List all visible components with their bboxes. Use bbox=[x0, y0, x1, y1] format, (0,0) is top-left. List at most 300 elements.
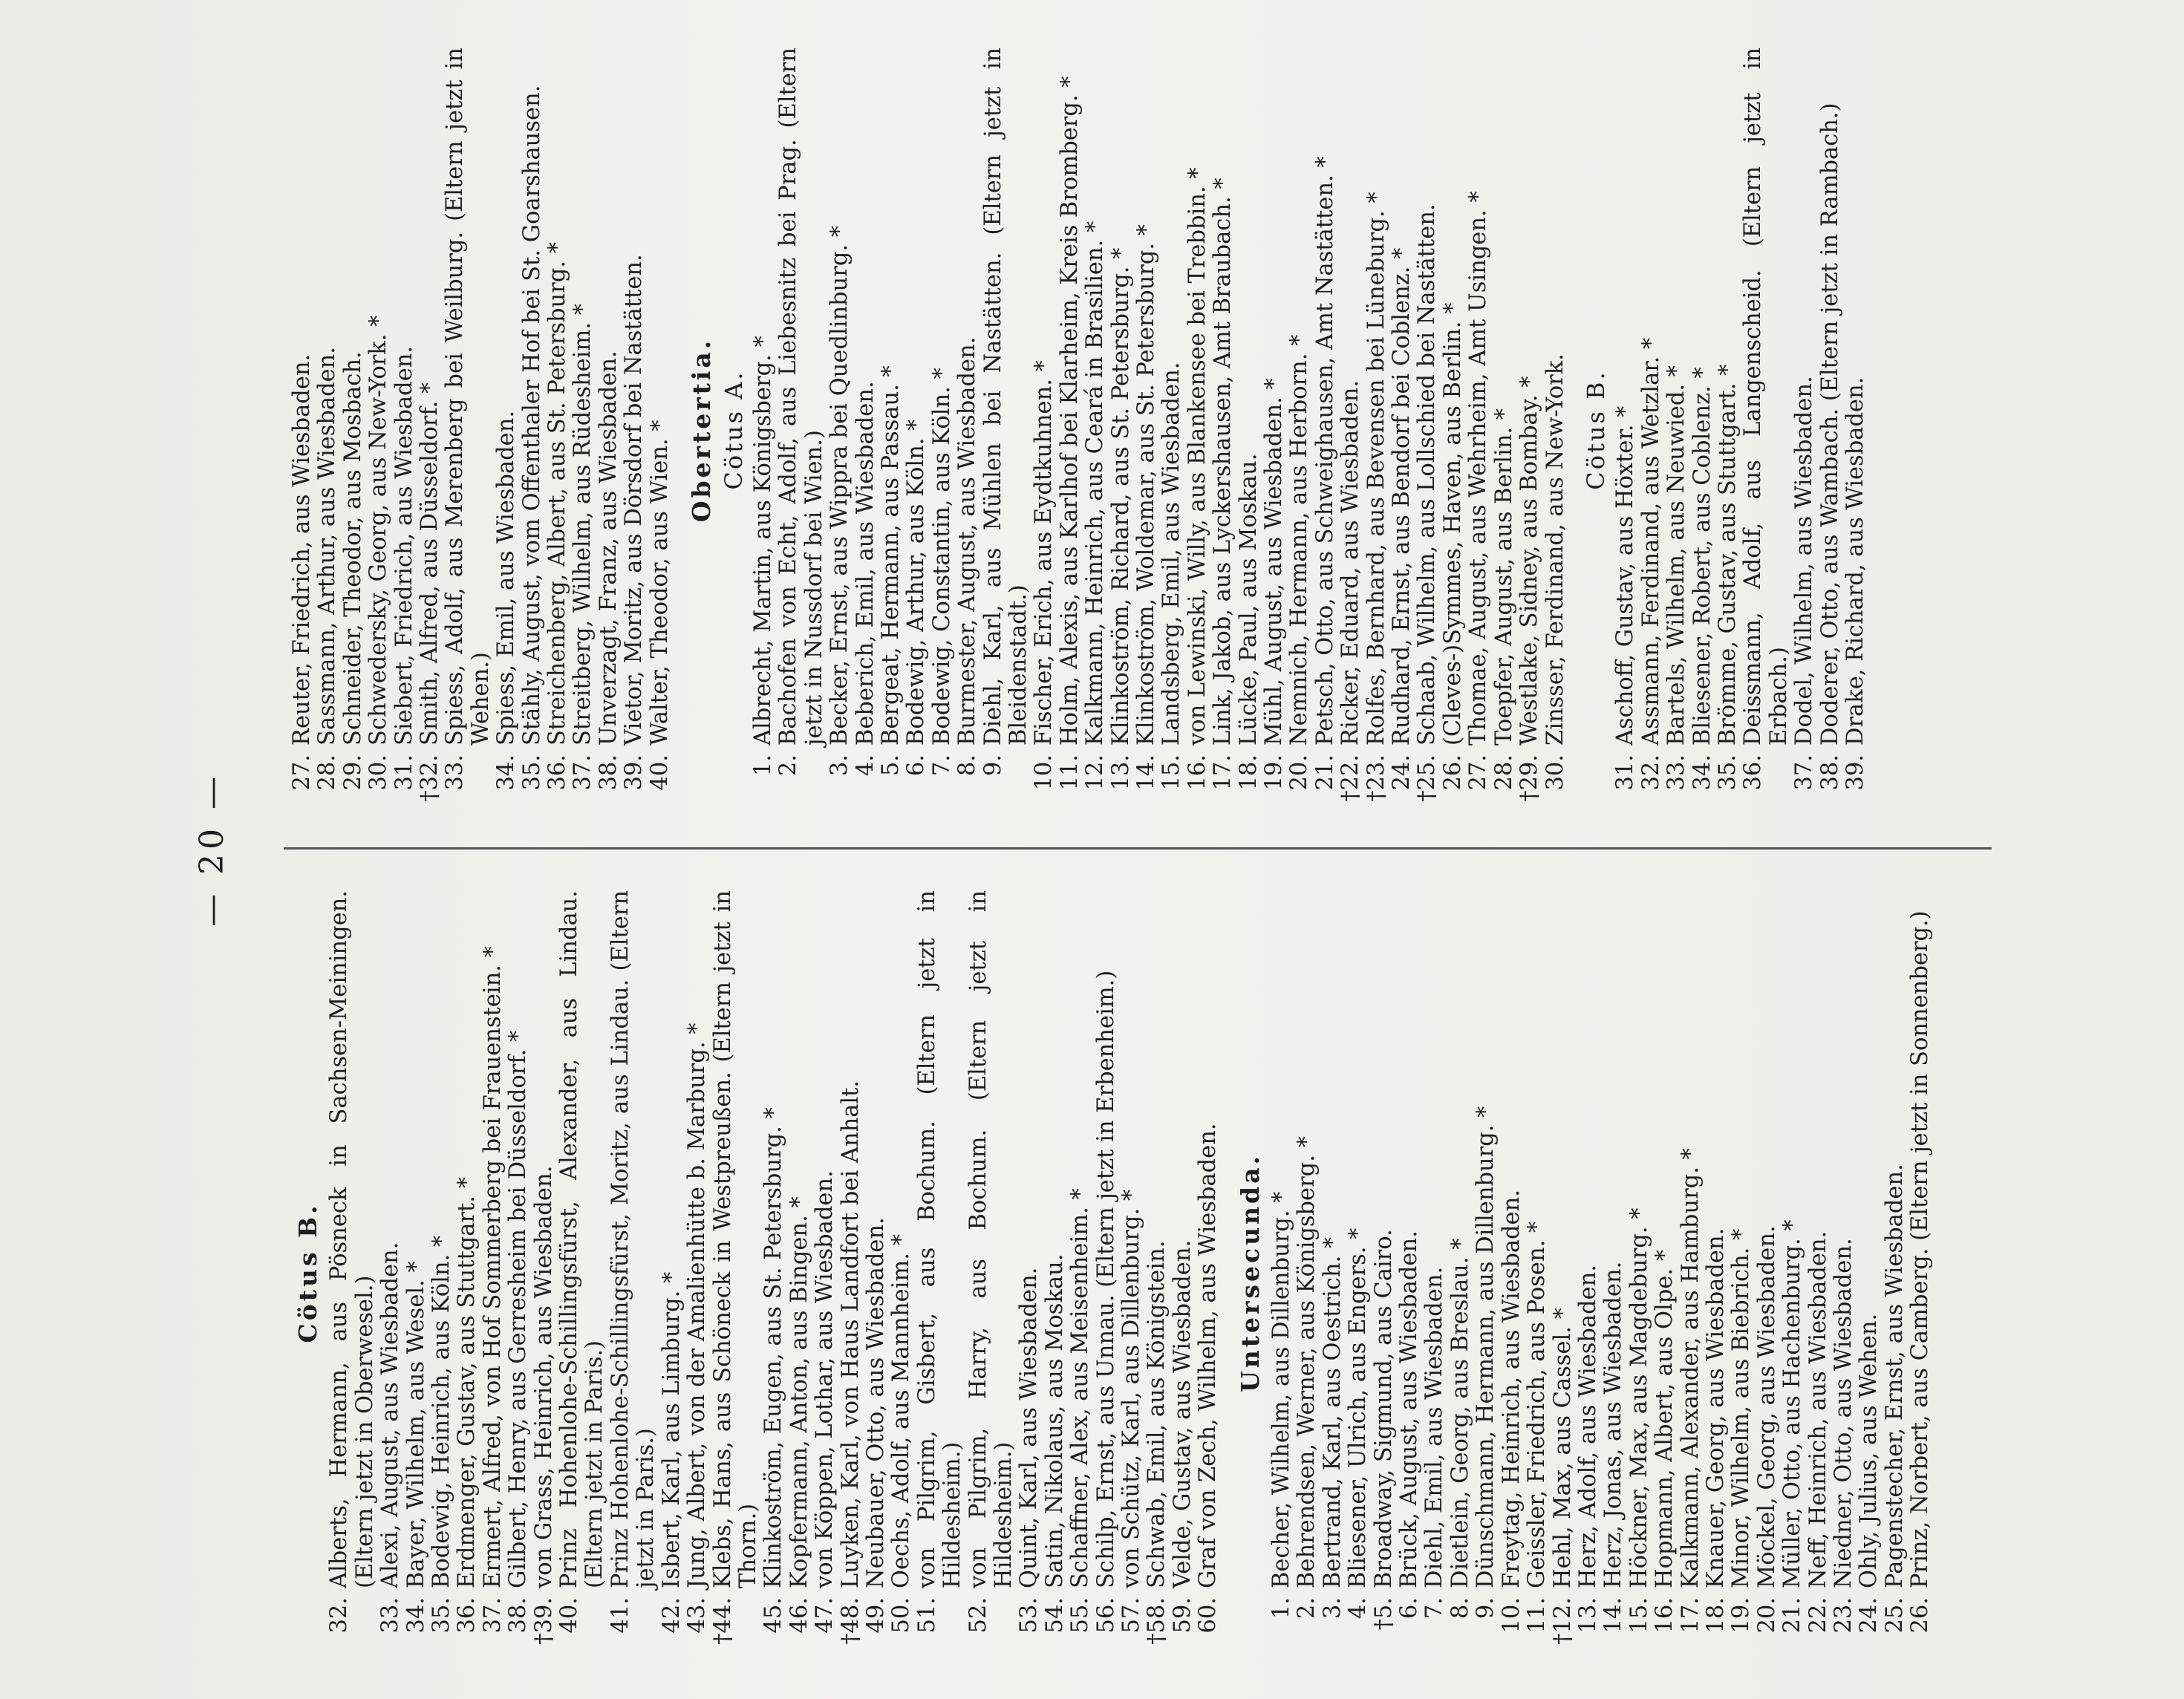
student-entry bbox=[1415, 48, 1440, 812]
student-entry bbox=[378, 890, 403, 1655]
entry-number: 3. bbox=[827, 754, 853, 777]
entry-number: 17. bbox=[1677, 1597, 1704, 1634]
entry-text: (Cleves-)Symmes, Haven, aus Berlin. * bbox=[1439, 302, 1466, 746]
entry-text: Deissmann, Adolf, aus Langenscheid. (Eltern jetzt in Erbach.) bbox=[1740, 48, 1792, 746]
entry-text: von Lewinski, Willy, aus Blankensee bei Trebbin. * bbox=[1184, 167, 1210, 746]
student-entry bbox=[1664, 48, 1689, 812]
entry-number: 24. bbox=[1856, 1597, 1883, 1634]
student-entry bbox=[1057, 48, 1083, 812]
section-gap bbox=[1222, 890, 1232, 1655]
entry-number: 38. bbox=[1816, 754, 1843, 791]
entry-number: 6. bbox=[1396, 1597, 1423, 1620]
entry-number: 15. bbox=[1158, 754, 1185, 791]
entry-text: Schilp, Ernst, aus Unnau. (Eltern jetzt in Erbenheim.) bbox=[1092, 970, 1119, 1588]
student-entry bbox=[366, 48, 391, 812]
entry-text: Drake, Richard, aus Wiesbaden. bbox=[1842, 376, 1868, 746]
student-entry bbox=[904, 48, 929, 812]
student-entry bbox=[1831, 890, 1857, 1655]
entry-text: Assmann, Ferdinand, aus Wetzlar. * bbox=[1637, 337, 1664, 746]
student-entry bbox=[1397, 890, 1422, 1655]
student-entry bbox=[981, 48, 1032, 812]
student-entry bbox=[1262, 48, 1287, 812]
entry-number: 32. bbox=[1637, 754, 1664, 791]
entry-text: Graf von Zech, Wilhelm, aus Wiesbaden. bbox=[1195, 1123, 1222, 1588]
entry-text: Spiess, Adolf, aus Merenberg bei Weilburg. (Eltern jetzt in Wehen.) bbox=[442, 48, 494, 746]
student-entry bbox=[480, 890, 506, 1655]
entry-number: 31. bbox=[391, 754, 417, 791]
student-entry bbox=[1269, 890, 1294, 1655]
student-entry bbox=[930, 48, 955, 812]
entry-text: Lücke, Paul, aus Moskau. bbox=[1235, 453, 1262, 746]
entry-text: Neubauer, Otto, aus Wiesbaden. bbox=[862, 1217, 889, 1588]
entry-text: Burmester, August, aus Wiesbaden. bbox=[954, 336, 981, 746]
entry-text: Velde, Gustav, aus Wiesbaden. bbox=[1169, 1239, 1196, 1588]
entry-number: †5. bbox=[1370, 1597, 1397, 1631]
entry-text: Kalkmann, Alexander, aus Hamburg. * bbox=[1677, 1148, 1704, 1588]
entry-number: 4. bbox=[852, 754, 879, 777]
entry-number: 55. bbox=[1067, 1597, 1094, 1634]
entry-text: Walter, Theodor, aus Wien. * bbox=[646, 420, 673, 746]
student-entry bbox=[1068, 890, 1093, 1655]
student-entry bbox=[1210, 48, 1236, 812]
entry-text: Link, Jakob, aus Lyckershausen, Amt Braubach. * bbox=[1210, 177, 1236, 746]
student-entry bbox=[520, 48, 545, 812]
student-entry bbox=[787, 890, 812, 1655]
student-entry bbox=[1448, 890, 1473, 1655]
entry-number: 35. bbox=[518, 754, 545, 791]
student-entry bbox=[1389, 48, 1415, 812]
entry-text: Prinz Hohenlohe-Schillingsfürst, Alexander, aus Lindau. (Eltern jetzt in Paris.) bbox=[556, 890, 608, 1588]
entry-number: 8. bbox=[1447, 1597, 1473, 1620]
entry-text: Dodel, Wilhelm, aus Wiesbaden. bbox=[1791, 376, 1818, 746]
student-entry bbox=[838, 890, 864, 1655]
entry-text: Klebs, Hans, aus Schöneck in Westpreußen. (Eltern jetzt in Thorn.) bbox=[709, 890, 761, 1588]
entry-text: Nemnich, Hermann, aus Herborn. * bbox=[1286, 334, 1313, 746]
student-entry bbox=[1422, 890, 1447, 1655]
entry-text: Streichenberg, Albert, aus St. Petersburg. * bbox=[544, 242, 571, 746]
entry-number: 37. bbox=[479, 1597, 506, 1634]
student-entry bbox=[1320, 890, 1346, 1655]
entry-number: 39. bbox=[621, 754, 648, 791]
entry-text: Ohly, Julius, aus Wehen. bbox=[1856, 1313, 1883, 1588]
entry-text: Klinkoström, Eugen, aus St. Petersburg. * bbox=[760, 1107, 787, 1588]
entry-text: Siebert, Friedrich, aus Wiesbaden. bbox=[391, 345, 417, 746]
student-entry bbox=[506, 890, 531, 1655]
entry-text: Niedner, Otto, aus Wiesbaden. bbox=[1830, 1238, 1857, 1588]
entry-number: 16. bbox=[1184, 754, 1210, 791]
entry-number: 50. bbox=[888, 1597, 915, 1634]
student-entry bbox=[1652, 890, 1678, 1655]
entry-number: 52. bbox=[965, 1597, 991, 1634]
student-entry bbox=[596, 48, 622, 812]
entry-text: Bodewig, Arthur, aus Köln. * bbox=[903, 419, 930, 746]
student-entry bbox=[827, 48, 853, 812]
entry-number: 26. bbox=[1439, 754, 1466, 791]
student-entry bbox=[1613, 48, 1638, 812]
entry-number: 11. bbox=[1524, 1597, 1551, 1634]
entry-number: 35. bbox=[1714, 754, 1741, 791]
student-entry bbox=[608, 890, 659, 1655]
entry-text: Thomae, August, aus Wehrheim, Amt Usingen. * bbox=[1465, 191, 1492, 746]
student-entry bbox=[1287, 48, 1312, 812]
student-entry bbox=[1185, 48, 1210, 812]
entry-number: 36. bbox=[544, 754, 571, 791]
student-entry bbox=[812, 890, 838, 1655]
student-entry bbox=[1857, 890, 1882, 1655]
entry-text: Quint, Karl, aus Wiesbaden. bbox=[1016, 1267, 1043, 1588]
entry-number: 59. bbox=[1169, 1597, 1196, 1634]
student-entry bbox=[1601, 890, 1626, 1655]
entry-text: Knauer, Georg, aus Wiesbaden. bbox=[1702, 1227, 1729, 1588]
entry-number: 43. bbox=[684, 1597, 711, 1634]
entry-text: Bliesener, Ulrich, aus Engers. * bbox=[1345, 1227, 1372, 1588]
entry-number: 21. bbox=[1779, 1597, 1806, 1634]
entry-number: 8. bbox=[954, 754, 981, 777]
entry-number: 21. bbox=[1311, 754, 1338, 791]
entry-text: Herz, Jonas, aus Wiesbaden. bbox=[1600, 1261, 1627, 1588]
student-entry bbox=[1031, 48, 1057, 812]
entry-number: 16. bbox=[1652, 1597, 1678, 1634]
student-entry bbox=[341, 48, 366, 812]
entry-number: 35. bbox=[428, 1597, 455, 1634]
entry-number: 7. bbox=[1421, 1597, 1448, 1620]
student-entry bbox=[864, 890, 889, 1655]
section-gap bbox=[673, 48, 683, 812]
entry-text: Bergeat, Hermann, aus Passau. * bbox=[877, 365, 904, 746]
entry-text: Schwab, Emil, aus Königstein. bbox=[1144, 1240, 1170, 1588]
student-entry bbox=[417, 48, 443, 812]
column-divider bbox=[284, 847, 1992, 850]
student-entry bbox=[1134, 48, 1159, 812]
student-entry bbox=[1883, 890, 1908, 1655]
student-entry bbox=[1908, 890, 1933, 1655]
entry-number: 30. bbox=[1542, 754, 1568, 791]
entry-number: 13. bbox=[1107, 754, 1134, 791]
entry-text: Müller, Otto, aus Hachenburg. * bbox=[1779, 1219, 1806, 1588]
entry-text: Brück, August, aus Wiesbaden. bbox=[1396, 1230, 1423, 1588]
entry-number: 18. bbox=[1235, 754, 1262, 791]
entry-text: von Köppen, Lothar, aus Wiesbaden. bbox=[812, 1170, 838, 1588]
rotated-page-content bbox=[67, 10, 2116, 1689]
entry-number: †39. bbox=[530, 1597, 557, 1645]
student-entry bbox=[315, 48, 340, 812]
entry-number: 38. bbox=[505, 1597, 532, 1634]
entry-number: 60. bbox=[1195, 1597, 1222, 1634]
entry-text: Geissler, Friedrich, aus Posen. * bbox=[1524, 1221, 1551, 1588]
entry-text: Hehl, Max, aus Cassel. * bbox=[1549, 1308, 1576, 1588]
section-subheading: Cötus B. bbox=[1581, 370, 1610, 490]
section-heading: Untersecunda. bbox=[1235, 1153, 1265, 1392]
entry-number: 36. bbox=[1740, 754, 1767, 791]
entry-text: von Pilgrim, Gisbert, aus Bochum. (Eltern jetzt in Hildesheim.) bbox=[913, 890, 966, 1588]
student-entry bbox=[659, 890, 685, 1655]
entry-number: 45. bbox=[760, 1597, 787, 1634]
student-entry bbox=[1473, 890, 1499, 1655]
student-entry bbox=[404, 890, 429, 1655]
entry-text: Petsch, Otto, aus Schweighausen, Amt Nastätten. * bbox=[1311, 156, 1338, 746]
entry-number: 33. bbox=[442, 754, 469, 791]
section-subheading: Cötus A. bbox=[719, 370, 748, 490]
entry-text: Spiess, Emil, aus Wiesbaden. bbox=[493, 410, 520, 746]
entry-text: Bachofen von Echt, Adolf, aus Liebesnitz bei Prag. (Eltern jetzt in Nussdorf bei Wien.) bbox=[775, 48, 827, 746]
entry-number: †12. bbox=[1549, 1597, 1576, 1645]
entry-number: 26. bbox=[1907, 1597, 1934, 1634]
student-entry bbox=[622, 48, 647, 812]
entry-number: 34. bbox=[402, 1597, 429, 1634]
student-entry bbox=[327, 890, 378, 1655]
entry-text: Reuter, Friedrich, aus Wiesbaden. bbox=[289, 353, 315, 746]
entry-number: 41. bbox=[607, 1597, 633, 1634]
student-entry bbox=[1729, 890, 1754, 1655]
entry-number: 40. bbox=[556, 1597, 583, 1634]
entry-number: 39. bbox=[1842, 754, 1868, 791]
entry-text: Schaab, Wilhelm, aus Lollschied bei Nastätten. bbox=[1414, 203, 1441, 746]
entry-text: Mühl, August, aus Wiesbaden. * bbox=[1261, 378, 1288, 746]
entry-number: 46. bbox=[786, 1597, 812, 1634]
entry-text: Kopfermann, Anton, aus Bingen. * bbox=[786, 1196, 812, 1588]
entry-text: Alexi, August, aus Wiesbaden. bbox=[377, 1242, 404, 1588]
entry-number: 47. bbox=[812, 1597, 838, 1634]
entry-number: 4. bbox=[1345, 1597, 1372, 1620]
student-entry bbox=[570, 48, 596, 812]
entry-text: Alberts, Hermann, aus Pösneck in Sachsen-Meiningen. (Eltern jetzt in Oberwesel.) bbox=[326, 890, 378, 1588]
entry-text: Fischer, Erich, aus Eydtkuhnen. * bbox=[1031, 360, 1057, 746]
entry-number: †22. bbox=[1337, 754, 1364, 802]
student-entry bbox=[685, 890, 710, 1655]
entry-number: 33. bbox=[377, 1597, 404, 1634]
entry-text: Bodewig, Heinrich, aus Köln. * bbox=[428, 1235, 455, 1588]
student-entry bbox=[1119, 890, 1144, 1655]
student-entry bbox=[1843, 48, 1868, 812]
student-entry bbox=[1806, 890, 1831, 1655]
student-entry bbox=[889, 890, 914, 1655]
entry-text: von Grass, Heinrich, aus Wiesbaden. bbox=[530, 1165, 557, 1588]
section-heading: Cötus B. bbox=[293, 1202, 322, 1343]
entry-number: 1. bbox=[1268, 1597, 1295, 1620]
entry-text: Pagenstecher, Ernst, aus Wiesbaden. bbox=[1881, 1164, 1908, 1588]
entry-number: †23. bbox=[1363, 754, 1389, 802]
entry-text: Streitberg, Wilhelm, aus Rüdesheim. * bbox=[570, 304, 596, 746]
entry-text: Ermert, Alfred, von Hof Sommerberg bei Frauenstein. * bbox=[479, 946, 506, 1588]
entry-text: Unverzagt, Franz, aus Wiesbaden. bbox=[595, 350, 622, 746]
entry-number: 10. bbox=[1031, 754, 1057, 791]
student-entry bbox=[955, 48, 980, 812]
student-entry bbox=[392, 48, 417, 812]
entry-text: Bodewig, Constantin, aus Köln. * bbox=[928, 368, 955, 746]
student-entry bbox=[290, 48, 315, 812]
entry-text: Prinz, Norbert, aus Camberg. (Eltern jetzt in Sonnenberg.) bbox=[1907, 910, 1934, 1588]
entry-text: Ricker, Eduard, aus Wiesbaden. bbox=[1337, 379, 1364, 746]
student-entry bbox=[1499, 890, 1525, 1655]
student-entry bbox=[1170, 890, 1196, 1655]
entry-text: Klinkoström, Woldemar, aus St. Petersburg. * bbox=[1133, 224, 1159, 746]
entry-number: 38. bbox=[595, 754, 622, 791]
entry-number: 6. bbox=[903, 754, 930, 777]
entry-number: †44. bbox=[709, 1597, 736, 1645]
entry-text: Stähly, August, vom Offenthaler Hof bei St. Goarshausen. bbox=[518, 85, 545, 746]
entry-text: Kalkmann, Heinrich, aus Ceará in Brasilien. * bbox=[1082, 221, 1109, 746]
entry-text: Westlake, Sidney, aus Bombay. * bbox=[1516, 376, 1543, 746]
left-column bbox=[290, 890, 1934, 1655]
entry-text: Prinz Hohenlohe-Schillingsfürst, Moritz, aus Lindau. (Eltern jetzt in Paris.) bbox=[607, 890, 659, 1588]
entry-text: Becher, Wilhelm, aus Dillenburg. * bbox=[1268, 1191, 1295, 1588]
student-entry bbox=[1338, 48, 1363, 812]
student-entry bbox=[1441, 48, 1466, 812]
entry-number: 31. bbox=[1612, 754, 1639, 791]
entry-number: 23. bbox=[1830, 1597, 1857, 1634]
student-entry bbox=[1094, 890, 1119, 1655]
entry-number: 56. bbox=[1092, 1597, 1119, 1634]
entry-number: 30. bbox=[365, 754, 392, 791]
student-entry bbox=[545, 48, 570, 812]
student-entry bbox=[454, 890, 480, 1655]
section-gap bbox=[1568, 48, 1579, 812]
entry-text: Beberich, Emil, aus Wiesbaden. bbox=[852, 381, 879, 746]
entry-text: Vietor, Moritz, aus Dörsdorf bei Nastätten. bbox=[621, 254, 648, 746]
entry-number: 49. bbox=[862, 1597, 889, 1634]
entry-text: Klinkoström, Richard, aus St. Petersburg. * bbox=[1107, 247, 1134, 746]
student-entry bbox=[1196, 890, 1221, 1655]
student-entry bbox=[751, 48, 776, 812]
entry-number: 1. bbox=[749, 754, 776, 777]
entry-number: 53. bbox=[1016, 1597, 1043, 1634]
section-heading: Obertertia. bbox=[687, 337, 717, 523]
entry-text: Schaffner, Alex, aus Meisenheim. * bbox=[1067, 1188, 1094, 1588]
entry-text: Smith, Alfred, aus Düsseldorf. * bbox=[417, 382, 443, 746]
student-entry bbox=[648, 48, 673, 812]
student-entry bbox=[1372, 890, 1397, 1655]
student-entry bbox=[1492, 48, 1517, 812]
entry-number: 27. bbox=[1465, 754, 1492, 791]
student-entry bbox=[1627, 890, 1652, 1655]
entry-number: 5. bbox=[877, 754, 904, 777]
student-entry bbox=[1741, 48, 1792, 812]
entry-number: 40. bbox=[646, 754, 673, 791]
entry-text: Aschoff, Gustav, aus Höxter. * bbox=[1612, 405, 1639, 746]
entry-number: 2. bbox=[775, 754, 802, 777]
entry-number: †48. bbox=[837, 1597, 864, 1645]
entry-number: †29. bbox=[1516, 754, 1543, 802]
student-entry bbox=[1551, 890, 1576, 1655]
entry-number: 18. bbox=[1702, 1597, 1729, 1634]
student-entry bbox=[915, 890, 966, 1655]
entry-number: 9. bbox=[979, 754, 1006, 777]
student-entry bbox=[1083, 48, 1108, 812]
entry-number: 19. bbox=[1728, 1597, 1755, 1634]
student-entry bbox=[1639, 48, 1664, 812]
entry-text: Schwedersky, Georg, aus New-York. * bbox=[365, 315, 392, 746]
entry-text: Bayer, Wilhelm, aus Wesel. * bbox=[402, 1261, 429, 1588]
student-entry bbox=[1715, 48, 1741, 812]
student-entry bbox=[1043, 890, 1068, 1655]
entry-text: Rolfes, Bernhard, aus Bevensen bei Lüneburg. * bbox=[1363, 192, 1389, 746]
entry-number: 34. bbox=[493, 754, 520, 791]
entry-text: Möckel, Georg, aus Wiesbaden. bbox=[1753, 1225, 1780, 1588]
entry-number: 25. bbox=[1881, 1597, 1908, 1634]
student-entry bbox=[532, 890, 557, 1655]
student-entry bbox=[557, 890, 608, 1655]
entry-text: Neff, Heinrich, aus Wiesbaden. bbox=[1805, 1230, 1831, 1588]
student-entry bbox=[1144, 890, 1170, 1655]
entry-number: 20. bbox=[1753, 1597, 1780, 1634]
student-entry bbox=[879, 48, 904, 812]
entry-text: Herz, Adolf, aus Wiesbaden. bbox=[1574, 1264, 1601, 1588]
student-entry bbox=[1017, 890, 1042, 1655]
entry-number: 27. bbox=[289, 754, 315, 791]
entry-number: 14. bbox=[1133, 754, 1159, 791]
entry-number: 22. bbox=[1805, 1597, 1831, 1634]
entry-text: Höckner, Max, aus Magdeburg. * bbox=[1626, 1207, 1652, 1588]
student-entry bbox=[1543, 48, 1568, 812]
entry-text: Isbert, Karl, aus Limburg. * bbox=[658, 1271, 685, 1588]
student-entry bbox=[1313, 48, 1338, 812]
entry-number: 33. bbox=[1663, 754, 1690, 791]
entry-number: 2. bbox=[1294, 1597, 1320, 1620]
entry-text: Landsberg, Emil, aus Wiesbaden. bbox=[1158, 362, 1185, 746]
student-entry bbox=[1109, 48, 1134, 812]
entry-number: 17. bbox=[1210, 754, 1236, 791]
student-entry bbox=[1159, 48, 1184, 812]
entry-text: Erdmenger, Gustav, aus Stuttgart. * bbox=[454, 1177, 480, 1588]
entry-number: 28. bbox=[314, 754, 341, 791]
entry-text: Broadway, Sigmund, aus Cairo. bbox=[1370, 1229, 1397, 1588]
entry-text: Rudhard, Ernst, aus Bendorf bei Coblenz. * bbox=[1389, 247, 1415, 746]
student-entry bbox=[1755, 890, 1780, 1655]
entry-text: Bertrand, Karl, aus Oestrich. * bbox=[1319, 1236, 1346, 1588]
student-entry bbox=[1678, 890, 1704, 1655]
entry-text: von Schütz, Karl, aus Dillenburg. * bbox=[1118, 1189, 1144, 1588]
student-entry bbox=[1466, 48, 1491, 812]
entry-text: Doderer, Otto, aus Wambach. (Eltern jetzt in Rambach.) bbox=[1816, 102, 1843, 746]
entry-text: Diehl, Karl, aus Mühlen bei Nastätten. (Eltern jetzt in Bleidenstadt.) bbox=[979, 48, 1031, 746]
student-entry bbox=[1517, 48, 1542, 812]
entry-text: Oechs, Adolf, aus Mannheim. * bbox=[888, 1234, 915, 1588]
entry-number: 42. bbox=[658, 1597, 685, 1634]
entry-number: 29. bbox=[339, 754, 366, 791]
entry-number: 9. bbox=[1473, 1597, 1499, 1620]
student-entry bbox=[761, 890, 786, 1655]
student-entry bbox=[429, 890, 454, 1655]
entry-number: 12. bbox=[1082, 754, 1109, 791]
entry-text: Dünschmann, Hermann, aus Dillenburg. * bbox=[1473, 1106, 1499, 1588]
entry-number: 20. bbox=[1286, 754, 1313, 791]
entry-text: Toepfer, August, aus Berlin. * bbox=[1490, 408, 1517, 746]
student-entry bbox=[494, 48, 519, 812]
entry-text: Becker, Ernst, aus Wippra bei Quedlinburg. * bbox=[827, 225, 853, 746]
entry-text: Satin, Nikolaus, aus Moskau. bbox=[1041, 1253, 1068, 1588]
entry-number: 14. bbox=[1600, 1597, 1627, 1634]
entry-number: 15. bbox=[1626, 1597, 1652, 1634]
entry-number: †25. bbox=[1414, 754, 1441, 802]
entry-text: Luyken, Karl, von Haus Landfort bei Anhalt. bbox=[837, 1080, 864, 1588]
page-number: — 20 — bbox=[193, 772, 231, 927]
student-entry bbox=[1576, 890, 1601, 1655]
entry-text: Minor, Wilhelm, aus Biebrich. * bbox=[1728, 1228, 1755, 1588]
entry-number: †58. bbox=[1144, 1597, 1170, 1645]
entry-text: Schneider, Theodor, aus Mosbach. bbox=[339, 351, 366, 746]
entry-number: 51. bbox=[913, 1597, 940, 1634]
entry-number: 13. bbox=[1574, 1597, 1601, 1634]
entry-number: 54. bbox=[1041, 1597, 1068, 1634]
entry-text: Dietlein, Georg, aus Breslau. * bbox=[1447, 1238, 1473, 1588]
student-entry bbox=[1818, 48, 1843, 812]
entry-text: Albrecht, Martin, aus Königsberg. * bbox=[749, 336, 776, 746]
student-entry bbox=[1364, 48, 1389, 812]
entry-text: Holm, Alexis, aus Karlhof bei Klarheim, Kreis Bromberg. * bbox=[1056, 76, 1083, 746]
entry-number: 36. bbox=[454, 1597, 480, 1634]
student-entry bbox=[966, 890, 1017, 1655]
entry-text: Bartels, Wilhelm, aus Neuwied. * bbox=[1663, 365, 1690, 746]
